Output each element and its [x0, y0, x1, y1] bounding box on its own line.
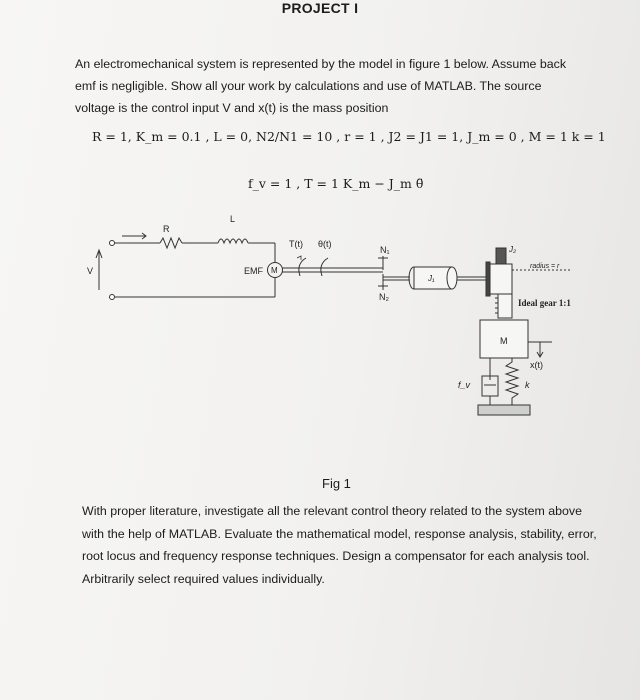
intro-paragraph: An electromechanical system is represented by the model in figure 1 below. Assume back emf is negligible. Show all your work by calculations and use of MATLAB. The source voltage is the control input V and x(t) is the mass position: [75, 57, 567, 115]
label-mass-m: M: [500, 336, 508, 346]
resistor: [160, 238, 182, 248]
label-k: k: [525, 380, 530, 390]
label-x: x(t): [530, 360, 543, 370]
label-n1: N₁: [380, 245, 390, 255]
label-j2: J₂: [509, 245, 517, 254]
inductor: [218, 239, 248, 243]
label-j1: J₁: [428, 274, 435, 283]
spring-k: [506, 358, 518, 405]
params-text: R = 1, K_m = 0.1 , L = 0, N2/N1 = 10 , r = 1 , J2 = J1 = 1, J_m = 0 , M = 1 k = 1: [92, 129, 606, 144]
rack: [498, 294, 512, 318]
inertia-j2: [488, 264, 512, 294]
figure-caption: Fig 1: [322, 476, 351, 491]
label-theta: θ(t): [318, 239, 332, 249]
label-v: V: [87, 266, 94, 276]
label-torque: T(t): [289, 239, 303, 249]
label-ideal-gear: Ideal gear 1:1: [518, 298, 571, 308]
label-r: R: [163, 224, 170, 234]
label-l: L: [230, 214, 236, 224]
task-paragraph: With proper literature, investigate all the relevant control theory related to the system above with the help of MATLAB. Evaluate the mathematical model, response analysis, stability, error, root locus and frequency response techniques. Design a compensator for each analysis tool. Arbitrarily select required values individually.: [82, 504, 597, 586]
label-fv: f_v: [458, 380, 471, 390]
label-emf: EMF: [244, 266, 263, 276]
label-n2: N₂: [379, 292, 389, 302]
ground: [478, 405, 530, 415]
label-motor-m: M: [271, 266, 278, 275]
label-radius: radius = r: [530, 263, 560, 270]
page-title: PROJECT I: [281, 0, 359, 16]
params-text-2: f_v = 1 , T = 1 K_m − J_m θ̈: [248, 176, 424, 191]
